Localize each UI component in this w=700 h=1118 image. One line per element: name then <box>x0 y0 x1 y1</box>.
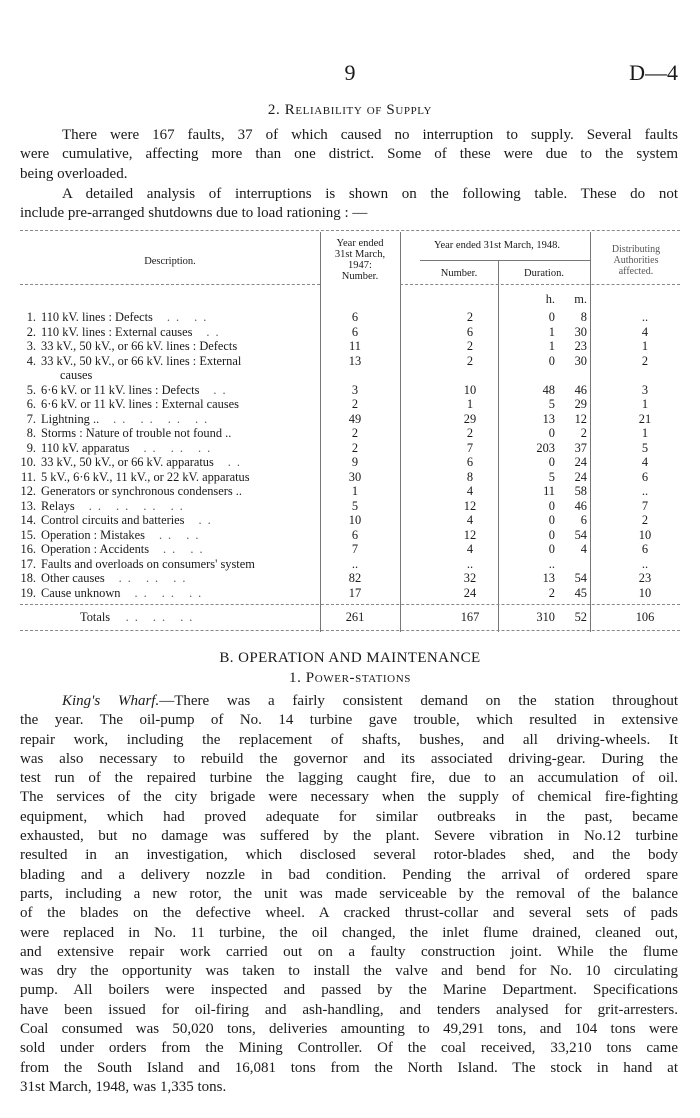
row-count-1948: 12 <box>463 498 477 513</box>
row-hours: 13 <box>542 571 555 585</box>
row-count-1948: 12 <box>463 527 477 542</box>
row-number: 19. <box>20 585 36 600</box>
row-count-1947: 2 <box>351 440 359 455</box>
row-number: 16. <box>20 542 36 556</box>
row-number: 18. <box>20 571 36 585</box>
header-bottom-rule <box>20 284 320 285</box>
row-hours: 0 <box>548 527 555 542</box>
text-line: repair work, including the replacement of shafts, bushes, and all driving-wheels. It <box>20 731 678 748</box>
paragraph-kings-wharf <box>20 692 678 1097</box>
text-line: and extensive repair work carried out on a faulty construction joint. While the flume <box>20 943 678 960</box>
table-top-rule <box>20 230 680 231</box>
interruptions-table <box>20 230 680 638</box>
row-count-1948: 4 <box>466 542 474 556</box>
row-count-1947: 5 <box>351 498 359 513</box>
row-authorities: 21 <box>638 411 652 426</box>
row-number: 3. <box>26 339 36 353</box>
row-description-text: 110 kV. lines : External causes <box>41 324 193 339</box>
table-row <box>20 455 680 469</box>
table-row <box>20 310 680 324</box>
totals-authorities: 106 <box>635 610 655 624</box>
text-line: was dry the opportunity was taken to install the valve and bend for No. 10 circulating <box>20 963 678 980</box>
row-count-1948: 7 <box>466 440 474 455</box>
row-count-1948: 2 <box>466 353 474 368</box>
table-row <box>20 368 680 382</box>
row-count-1948: 29 <box>463 411 477 426</box>
table-row <box>20 426 680 440</box>
header-number: Number. <box>440 268 478 279</box>
row-authorities: 10 <box>638 585 652 600</box>
text-line <box>20 692 678 711</box>
table-row <box>20 383 680 397</box>
row-minutes: 23 <box>574 339 587 353</box>
header-authorities <box>592 244 680 277</box>
row-number: 5. <box>26 382 36 397</box>
row-minutes: 54 <box>574 571 587 585</box>
header-line: Year ended <box>336 238 384 249</box>
leader-dots: .. <box>206 324 225 339</box>
row-minutes: 37 <box>574 440 587 455</box>
totals-hours: 310 <box>536 610 555 624</box>
table-row <box>20 470 680 484</box>
row-description <box>41 586 341 600</box>
header-line: Number. <box>341 271 379 282</box>
row-authorities: 6 <box>641 542 649 556</box>
row-minutes: 4 <box>580 542 587 556</box>
row-hours: 1 <box>548 339 555 353</box>
row-number: 2. <box>26 324 36 339</box>
row-minutes: 46 <box>574 498 587 513</box>
table-row <box>20 397 680 411</box>
row-count-1947: 13 <box>348 353 362 368</box>
text-line: was also necessary to rebuild the governor and its associated driving-gear. During the <box>20 750 678 767</box>
text-line: the year. The oil-pump of No. 14 turbine gave trouble, which resulted in extensive <box>20 712 678 729</box>
totals-top-rule <box>20 604 680 605</box>
subsection-title-power-stations: 1. Power-stations <box>289 670 411 686</box>
totals-1948: 167 <box>460 610 480 624</box>
row-number: 15. <box>20 527 36 542</box>
text-line: exhausted, but no damage was suffered by the plant. Severe vibration in No.12 turbine <box>20 828 678 845</box>
table-bottom-rule <box>20 630 680 631</box>
table-row <box>20 325 680 339</box>
row-authorities: 6 <box>641 469 649 484</box>
minutes-unit: m. <box>574 292 587 306</box>
row-number: 14. <box>20 513 36 527</box>
row-count-1947: 2 <box>351 397 359 411</box>
row-hours: 5 <box>548 397 555 411</box>
row-hours: 0 <box>548 310 555 324</box>
totals-row <box>20 610 680 624</box>
row-description <box>41 412 341 426</box>
table-row <box>20 412 680 426</box>
leader-dots: .. <box>198 513 217 527</box>
header-line: 1947: <box>348 260 372 271</box>
table-row <box>20 571 680 585</box>
row-number: 7. <box>26 411 36 426</box>
row-hours: 203 <box>536 440 555 455</box>
row-description-text: 110 kV. lines : Defects <box>41 310 153 324</box>
row-description: causes <box>60 368 93 382</box>
row-number: 10. <box>20 455 36 469</box>
row-description-text: 110 kV. apparatus <box>41 440 130 455</box>
page-number: 9 <box>344 60 356 85</box>
row-hours: 1 <box>548 324 555 339</box>
text-line: of the blades on the defective wheel. A cracked thrust-collar and several sets of pads <box>20 905 678 922</box>
row-description: 33 kV., 50 kV., or 66 kV. lines : External <box>41 353 242 368</box>
row-minutes: 24 <box>574 455 587 469</box>
row-description: 5 kV., 6·6 kV., 11 kV., or 22 kV. apparatus <box>41 469 250 484</box>
row-description <box>41 528 341 542</box>
paragraph-faults <box>20 126 678 184</box>
leader-dots: .. .. .. <box>118 571 192 585</box>
text-line: resulted in an investigation, which disclosed several rotor-blades shed, and the body <box>20 847 678 864</box>
row-description <box>41 513 341 527</box>
header-line: Authorities <box>613 255 659 266</box>
table-row <box>20 339 680 353</box>
leader-dots: .. <box>227 455 246 469</box>
header-line: 31st March, <box>334 249 386 260</box>
row-count-1947: 1 <box>351 484 359 498</box>
row-description <box>41 542 341 556</box>
row-count-1948: 6 <box>466 455 474 469</box>
header-duration: Duration. <box>524 268 564 279</box>
section-title-reliability: 2. Reliability of Supply <box>267 102 433 118</box>
text-line: were replaced in No. 11 turbine, the oil changed, the inlet flume drained, cleaned out, <box>20 924 678 941</box>
leader-dots: .. .. <box>158 527 205 542</box>
row-number: 17. <box>20 556 36 571</box>
row-number: 12. <box>20 484 36 498</box>
row-hours: 0 <box>548 426 555 440</box>
text-line: equipment, which had proved adequate for similar outbreaks in the past, became <box>20 808 678 825</box>
row-description <box>41 310 341 324</box>
header-bottom-rule <box>400 284 680 285</box>
row-authorities: 4 <box>641 324 649 339</box>
row-count-1947: 17 <box>348 585 362 600</box>
row-authorities: 3 <box>641 382 649 397</box>
table-row <box>20 499 680 513</box>
duration-units-row <box>20 292 680 306</box>
totals-1947: 261 <box>345 610 365 624</box>
table-row <box>20 586 680 600</box>
row-description-text: Cause unknown <box>41 585 121 600</box>
row-count-1947: 82 <box>348 571 362 585</box>
row-count-1948: 8 <box>466 469 474 484</box>
row-count-1948: 2 <box>466 339 474 353</box>
row-minutes: 24 <box>574 469 587 484</box>
row-hours: 0 <box>548 455 555 469</box>
row-count-1948: 2 <box>466 426 474 440</box>
row-hours: 5 <box>548 469 555 484</box>
subheader-rule <box>420 260 590 261</box>
row-authorities: 4 <box>641 455 649 469</box>
table-row <box>20 441 680 455</box>
row-minutes: 8 <box>580 310 587 324</box>
line-text: —There was a fairly consistent demand on the station throughout <box>159 693 678 709</box>
row-description: 33 kV., 50 kV., or 66 kV. lines : Defects <box>41 339 238 353</box>
row-number: 9. <box>26 440 36 455</box>
row-count-1947: .. <box>351 556 359 571</box>
row-number: 1. <box>26 310 36 324</box>
row-minutes: 46 <box>574 382 587 397</box>
row-count-1948: 4 <box>466 484 474 498</box>
row-count-1947: 6 <box>351 527 359 542</box>
row-hours: 0 <box>548 542 555 556</box>
row-hours: 0 <box>548 498 555 513</box>
row-hours: 13 <box>542 411 555 426</box>
row-hours: 0 <box>548 353 555 368</box>
row-number: 4. <box>26 353 36 368</box>
leader-dots: .. .. .. <box>143 440 217 455</box>
totals-minutes: 52 <box>574 610 587 624</box>
row-number: 13. <box>20 498 36 513</box>
hours-unit: h. <box>545 292 555 306</box>
header-line: Distributing <box>611 244 661 255</box>
header-year-1947 <box>320 238 400 282</box>
row-description <box>41 499 341 513</box>
row-minutes: 54 <box>574 527 587 542</box>
row-description: Generators or synchronous condensers .. <box>41 484 242 498</box>
text-line: were cumulative, affecting more than one district. Some of these were due to the system <box>20 146 678 163</box>
row-minutes: 30 <box>574 353 587 368</box>
row-count-1948: 10 <box>463 382 477 397</box>
row-hours: .. <box>548 556 555 571</box>
leader-dots: .. .. .. <box>125 610 199 624</box>
leader-dots: .. .. .. .. <box>88 498 189 513</box>
row-number: 6. <box>26 397 36 411</box>
row-authorities: 5 <box>641 440 649 455</box>
italic-lead: King's Wharf. <box>62 693 160 709</box>
section-title-operation: B. OPERATION AND MAINTENANCE <box>219 650 481 666</box>
row-count-1947: 6 <box>351 324 359 339</box>
row-authorities: 1 <box>641 339 649 353</box>
row-minutes: 45 <box>574 585 587 600</box>
row-minutes: 12 <box>574 411 587 426</box>
row-minutes: 30 <box>574 324 587 339</box>
row-minutes: 29 <box>574 397 587 411</box>
page-reference: D—4 <box>629 60 678 85</box>
row-hours: 48 <box>542 382 555 397</box>
text-line: 31st March, 1948, was 1,335 tons. <box>20 1078 227 1095</box>
row-description-text: Operation : Accidents <box>41 542 150 556</box>
row-description-text: Lightning .. <box>41 411 100 426</box>
totals-label-text: Totals <box>80 610 111 624</box>
row-minutes: 58 <box>574 484 587 498</box>
text-line: blading and a delivery nozzle in bad condition. Pending the arrival of ordered spare <box>20 866 678 883</box>
row-authorities: 7 <box>641 498 649 513</box>
text-line: have been issued for oil-firing and ash-handling, and tenders analysed for grit-arresters. <box>20 1001 678 1018</box>
row-description <box>41 383 341 397</box>
paragraph-analysis <box>20 185 678 224</box>
row-description-text: Operation : Mistakes <box>41 527 145 542</box>
text-line: include pre-arranged shutdowns due to load rationing : — <box>20 205 368 222</box>
row-authorities: 1 <box>641 426 649 440</box>
row-description: 6·6 kV. or 11 kV. lines : External causes <box>41 397 239 411</box>
row-description <box>41 441 341 455</box>
text-line: There were 167 faults, 37 of which caused no interruption to supply. Several faults <box>62 127 678 143</box>
row-authorities: 2 <box>641 513 649 527</box>
row-hours: 11 <box>543 484 555 498</box>
leader-dots: .. .. .. .. <box>113 411 214 426</box>
row-description-text: Relays <box>41 498 75 513</box>
header-year-1948: Year ended 31st March, 1948. <box>433 240 561 251</box>
row-description: Storms : Nature of trouble not found .. <box>41 426 232 440</box>
row-minutes: 2 <box>580 426 587 440</box>
table-row <box>20 484 680 498</box>
leader-dots: .. .. <box>166 310 213 324</box>
row-hours: 2 <box>548 585 555 600</box>
row-authorities: 2 <box>641 353 649 368</box>
row-description <box>41 571 341 585</box>
row-count-1947: 2 <box>351 426 359 440</box>
row-authorities: 10 <box>638 527 652 542</box>
row-count-1948: 6 <box>466 324 474 339</box>
header-description: Description. <box>144 256 196 267</box>
text-line: The services of the city brigade were necessary when the supply of chemical fire-fighting <box>20 789 678 806</box>
text-line: A detailed analysis of interruptions is shown on the following table. These do not <box>62 186 678 202</box>
text-line: test run of the repaired turbine the lagging caught fire, due to an accumulation of oil. <box>20 770 678 787</box>
row-count-1948: 32 <box>463 571 477 585</box>
row-count-1948: 24 <box>463 585 477 600</box>
table-row <box>20 354 680 368</box>
row-minutes: 6 <box>580 513 587 527</box>
row-authorities: 1 <box>641 397 649 411</box>
row-count-1948: .. <box>466 556 474 571</box>
row-count-1947: 11 <box>349 339 361 353</box>
row-count-1948: 2 <box>466 310 474 324</box>
row-description <box>41 325 341 339</box>
row-count-1948: 1 <box>466 397 474 411</box>
row-count-1947: 10 <box>348 513 362 527</box>
row-count-1947: 7 <box>351 542 359 556</box>
text-line: being overloaded. <box>20 165 128 182</box>
table-row <box>20 557 680 571</box>
row-hours: 0 <box>548 513 555 527</box>
header-line: affected. <box>618 266 654 277</box>
row-number: 11. <box>20 469 36 484</box>
table-row <box>20 513 680 527</box>
row-description-text: Control circuits and batteries <box>41 513 185 527</box>
leader-dots: .. .. .. <box>134 585 208 600</box>
text-line: sold under orders from the Mining Controller. Of the coal received, 33,210 tons came <box>20 1040 678 1057</box>
row-description-text: 33 kV., 50 kV., or 66 kV. apparatus <box>41 455 214 469</box>
row-description-text: Other causes <box>41 571 105 585</box>
row-description: Faults and overloads on consumers' system <box>41 556 255 571</box>
row-authorities: .. <box>641 484 649 498</box>
row-count-1947: 3 <box>351 382 359 397</box>
row-authorities: .. <box>641 556 649 571</box>
text-line: from the South Island and 16,081 tons from the North Island. The stock in hand at <box>20 1059 678 1076</box>
row-count-1947: 30 <box>348 469 362 484</box>
row-authorities: .. <box>641 310 649 324</box>
row-count-1948: 4 <box>466 513 474 527</box>
row-description <box>41 455 341 469</box>
leader-dots: .. .. <box>163 542 209 556</box>
row-count-1947: 9 <box>351 455 359 469</box>
row-number: 8. <box>26 426 36 440</box>
text-line: Coal consumed was 50,020 tons, deliveries amounting to 49,291 tons, and 104 tons were <box>20 1021 678 1038</box>
row-count-1947: 49 <box>348 411 362 426</box>
leader-dots: .. <box>213 382 232 397</box>
row-description-text: 6·6 kV. or 11 kV. lines : Defects <box>41 382 200 397</box>
text-line: parts, including a new rotor, the unit was made serviceable by the removal of the balance <box>20 885 678 902</box>
row-count-1947: 6 <box>351 310 359 324</box>
table-row <box>20 528 680 542</box>
row-authorities: 23 <box>638 571 652 585</box>
text-line: pump. All boilers were inspected and passed by the Marine Department. Specifications <box>20 982 678 999</box>
table-row <box>20 542 680 556</box>
